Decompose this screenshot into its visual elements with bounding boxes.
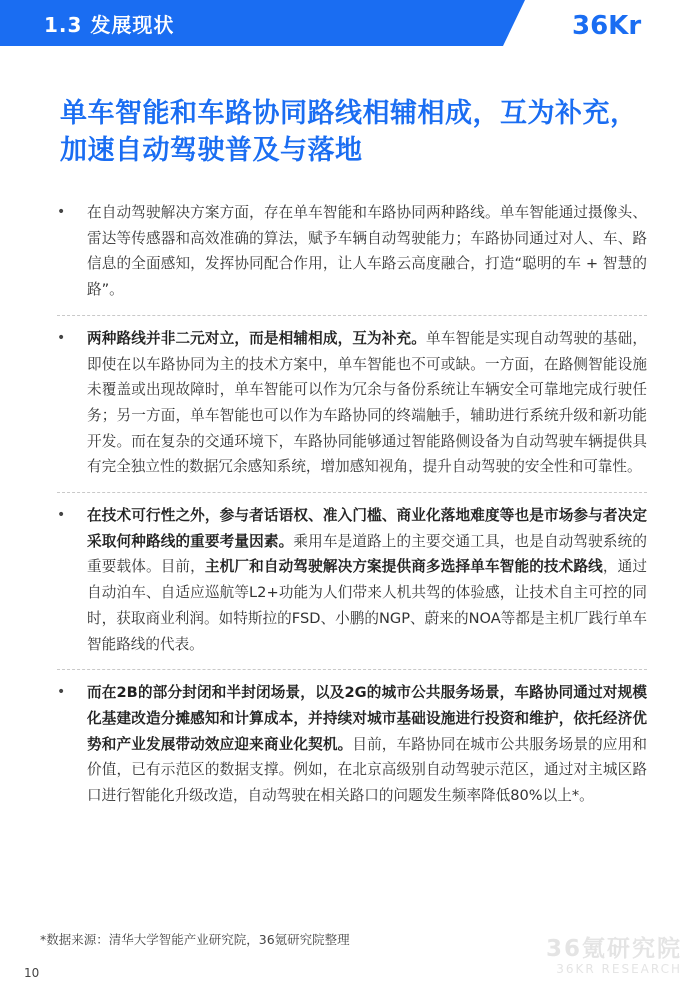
bullet-paragraph — [87, 326, 647, 480]
dashed-divider — [57, 669, 647, 670]
bullet-dot-icon: • — [57, 684, 66, 701]
headline: 单车智能和车路协同路线相辅相成，互为补充，加速自动驾驶普及与落地 — [60, 98, 638, 166]
36kr-logo — [570, 4, 670, 42]
body-text: ，通过自动泊车、自适应巡航等L2+功能为人们带来人机共驾的体验感，让技术自主可控的同时，获取商业利润。如特斯拉的FSD、小鹏的NGP、蔚来的NOA等都是主机厂践行单车智能路线的代表。 — [87, 558, 647, 653]
bullet-paragraph — [87, 503, 647, 657]
bullet-item — [57, 503, 647, 657]
bullet-list — [57, 200, 647, 809]
emphasis-text: 在技术可行性之外，参与者话语权、准入门槛、商业化落地难度等也是市场参与者决定采取何种路线的重要考量因素。 — [87, 507, 647, 550]
body-text: 目前，车路协同在城市公共服务场景的应用和价值，已有示范区的数据支撑。例如，在北京高级别自动驾驶示范区，通过对主城区路口进行智能化升级改造，自动驾驶在相关路口的问题发生频率降低80%以上*。 — [87, 735, 647, 805]
emphasis-text: 而在2B的部分封闭和半封闭场景，以及2G的城市公共服务场景，车路协同通过对规模化基建改造分摊感知和计算成本，并持续对城市基础设施进行投资和维护，依托经济优势和产业发展带动效应迎来商业化契机。 — [87, 684, 647, 753]
body-text: 乘用车是道路上的主要交通工具，也是自动驾驶系统的重要载体。目前， — [87, 532, 647, 576]
bullet-item — [57, 200, 647, 303]
bullet-item — [57, 326, 647, 480]
emphasis-text: 主机厂和自动驾驶解决方案提供商多选择单车智能的技术路线 — [204, 558, 603, 576]
body-text: 在自动驾驶解决方案方面，存在单车智能和车路协同两种路线。单车智能通过摄像头、雷达等传感器和高效准确的算法，赋予车辆自动驾驶能力；车路协同通过对人、车、路信息的全面感知，发挥协同配合作用，让人车路云高度融合，打造“聪明的车 + 智慧的路”。 — [87, 204, 647, 299]
bullet-dot-icon: • — [57, 329, 66, 346]
watermark-cn: 36氪研究院 — [545, 936, 682, 962]
dashed-divider — [57, 492, 647, 493]
watermark-en: 36KR RESEARCH — [556, 962, 682, 976]
dashed-divider — [57, 315, 647, 316]
bullet-paragraph — [87, 680, 647, 809]
bullet-paragraph — [87, 200, 647, 303]
logo-text: 36Kr — [572, 11, 642, 41]
page-number: 10 — [24, 966, 40, 980]
bullet-item — [57, 680, 647, 809]
source-note: *数据来源：清华大学智能产业研究院，36氪研究院整理 — [40, 932, 350, 947]
header-diagonal — [503, 0, 525, 46]
body-text: 单车智能是实现自动驾驶的基础，即使在以车路协同为主的技术方案中，单车智能也不可或缺。一方面，在路侧智能设施未覆盖或出现故障时，单车智能可以作为冗余与备份系统让车辆安全可靠地完成行驶任务；另一方面，单车智能也可以作为车路协同的终端触手，辅助进行系统升级和新功能开发。而在复杂的交通环境下，车路协同能够通过智能路侧设备为自动驾驶车辆提供具有完全独立性的数据冗余感知系统，增加感知视角，提升自动驾驶的安全性和可靠性。 — [87, 329, 647, 476]
bullet-dot-icon: • — [57, 204, 66, 220]
section-title: 1.3 发展现状 — [44, 13, 175, 37]
emphasis-text: 两种路线并非二元对立，而是相辅相成，互为补充。 — [87, 329, 427, 347]
bullet-dot-icon: • — [57, 507, 66, 524]
